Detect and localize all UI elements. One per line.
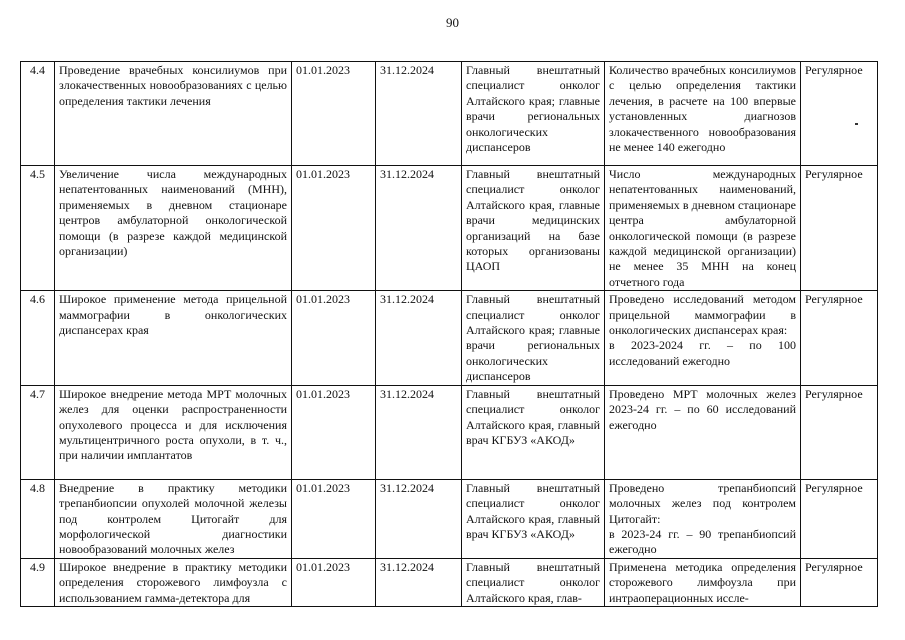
start-date-cell: 01.01.2023	[292, 479, 376, 558]
scan-speck	[855, 123, 858, 125]
responsible-cell: Главный внештатный специалист онколог Алтайского края, главный врач КГБУЗ «АКОД»	[462, 479, 605, 558]
responsible-cell: Главный внештатный специалист онколог Алтайского края; главные врачи региональных онкологических диспансеров	[462, 291, 605, 385]
end-date-cell: 31.12.2024	[376, 291, 462, 385]
activity-cell: Внедрение в практику методики трепанбиопсии опухолей молочной железы под контролем Цитогайт для морфологической диагностики новообразований молочных желез	[55, 479, 292, 558]
row-number: 4.6	[21, 291, 55, 385]
table-row	[21, 166, 878, 291]
periodicity-cell: Регулярное	[801, 385, 878, 479]
activity-cell: Проведение врачебных консилиумов при злокачественных новообразованиях с целью определения тактики лечения	[55, 62, 292, 166]
periodicity-cell: Регулярное	[801, 558, 878, 606]
row-number: 4.4	[21, 62, 55, 166]
activity-cell: Широкое внедрение метода МРТ молочных желез для оценки распространенности опухолевого процесса и для исключения мультицентричного роста опухоли, в т. ч., при наличии имплантатов	[55, 385, 292, 479]
responsible-cell: Главный внештатный специалист онколог Алтайского края; главные врачи региональных онкологических диспансеров	[462, 62, 605, 166]
indicator-cell: Проведено МРТ молочных желез 2023-24 гг. – по 60 исследований ежегодно	[605, 385, 801, 479]
periodicity-cell: Регулярное	[801, 291, 878, 385]
row-number: 4.5	[21, 166, 55, 291]
periodicity-cell: Регулярное	[801, 479, 878, 558]
row-number: 4.8	[21, 479, 55, 558]
measures-table	[20, 61, 878, 607]
end-date-cell: 31.12.2024	[376, 385, 462, 479]
table-row	[21, 558, 878, 606]
end-date-cell: 31.12.2024	[376, 166, 462, 291]
responsible-cell: Главный внештатный специалист онколог Алтайского края, глав-	[462, 558, 605, 606]
table-row	[21, 62, 878, 166]
activity-cell: Увеличение числа международных непатентованных наименований (МНН), применяемых в дневном стационаре центров амбулаторной онкологической помощи (в разрезе каждой медицинской организации)	[55, 166, 292, 291]
indicator-cell: Проведено трепанбиопсий молочных желез под контролем Цитогайт: в 2023-24 гг. – 90 трепанбиопсий ежегодно	[605, 479, 801, 558]
activity-cell: Широкое применение метода прицельной маммографии в онкологических диспансерах края	[55, 291, 292, 385]
end-date-cell: 31.12.2024	[376, 479, 462, 558]
row-number: 4.7	[21, 385, 55, 479]
activity-cell: Широкое внедрение в практику методики определения сторожевого лимфоузла с использованием гамма-детектора для	[55, 558, 292, 606]
start-date-cell: 01.01.2023	[292, 62, 376, 166]
start-date-cell: 01.01.2023	[292, 558, 376, 606]
row-number: 4.9	[21, 558, 55, 606]
indicator-cell: Число международных непатентованных наименований, применяемых в дневном стационаре центра амбулаторной онкологической помощи (в разрезе каждой медицинской организации) не менее 35 МНН на конец отчетного года	[605, 166, 801, 291]
start-date-cell: 01.01.2023	[292, 291, 376, 385]
responsible-cell: Главный внештатный специалист онколог Алтайского края, главные врачи медицинских организаций на базе которых организованы ЦАОП	[462, 166, 605, 291]
indicator-cell: Количество врачебных консилиумов с целью определения тактики лечения, в расчете на 100 впервые установленных диагнозов злокачественного новообразования не менее 140 ежегодно	[605, 62, 801, 166]
end-date-cell: 31.12.2024	[376, 62, 462, 166]
page-number: 90	[446, 15, 459, 30]
start-date-cell: 01.01.2023	[292, 385, 376, 479]
indicator-cell: Применена методика определения сторожевого лимфоузла при интраоперационных иссле-	[605, 558, 801, 606]
end-date-cell: 31.12.2024	[376, 558, 462, 606]
table-row	[21, 385, 878, 479]
table-row	[21, 479, 878, 558]
periodicity-cell: Регулярное	[801, 62, 878, 166]
responsible-cell: Главный внештатный специалист онколог Алтайского края, главный врач КГБУЗ «АКОД»	[462, 385, 605, 479]
start-date-cell: 01.01.2023	[292, 166, 376, 291]
periodicity-cell: Регулярное	[801, 166, 878, 291]
indicator-cell: Проведено исследований методом прицельной маммографии в онкологических диспансерах края: в 2023-2024 гг. – по 100 исследований ежегодно	[605, 291, 801, 385]
table-row	[21, 291, 878, 385]
